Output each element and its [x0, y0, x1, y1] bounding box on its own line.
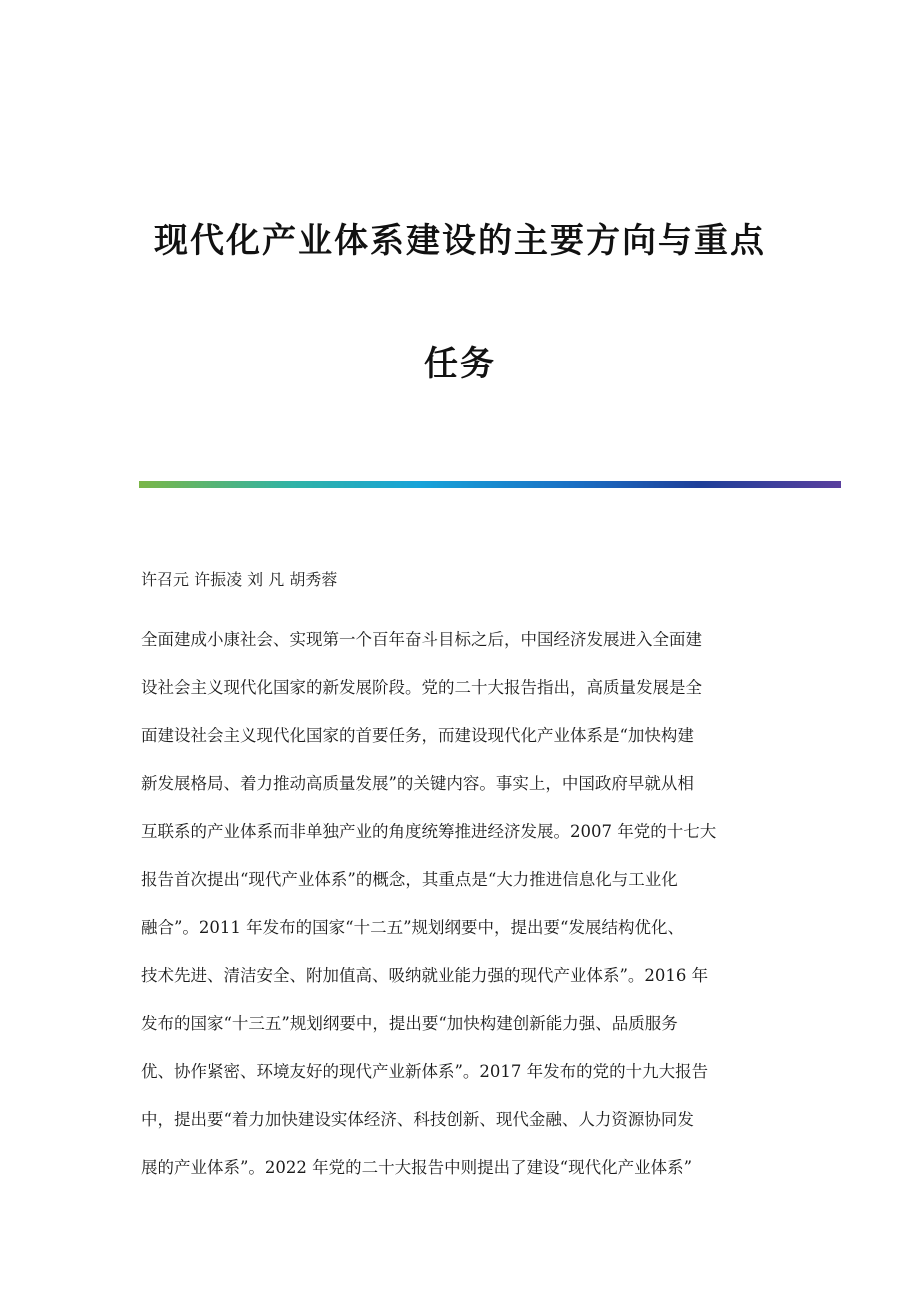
body-line: 新发展格局、着力推动高质量发展”的关键内容。事实上，中国政府早就从相	[141, 774, 694, 793]
body-line: 融合”。2011 年发布的国家“十二五”规划纲要中，提出要“发展结构优化、	[141, 918, 684, 937]
document-title-line-1: 现代化产业体系建设的主要方向与重点	[154, 220, 766, 261]
body-line: 互联系的产业体系而非单独产业的角度统筹推进经济发展。2007 年党的十七大	[141, 822, 717, 841]
document-title-line-2: 任务	[424, 343, 496, 384]
gradient-divider	[139, 481, 841, 488]
body-line: 优、协作紧密、环境友好的现代产业新体系”。2017 年发布的党的十九大报告	[141, 1062, 709, 1081]
body-line: 技术先进、清洁安全、附加值高、吸纳就业能力强的现代产业体系”。2016 年	[141, 966, 709, 985]
body-line: 展的产业体系”。2022 年党的二十大报告中则提出了建设“现代化产业体系”	[141, 1158, 693, 1177]
body-line: 中，提出要“着力加快建设实体经济、科技创新、现代金融、人力资源协同发	[141, 1110, 694, 1129]
body-line: 报告首次提出“现代产业体系”的概念，其重点是“大力推进信息化与工业化	[141, 870, 678, 889]
body-line: 面建设社会主义现代化国家的首要任务，而建设现代化产业体系是“加快构建	[141, 726, 694, 745]
author-list: 许召元 许振凌 刘 凡 胡秀蓉	[141, 570, 338, 589]
body-line: 发布的国家“十三五”规划纲要中，提出要“加快构建创新能力强、品质服务	[141, 1014, 678, 1033]
body-line: 全面建成小康社会、实现第一个百年奋斗目标之后，中国经济发展进入全面建	[141, 630, 702, 649]
body-line: 设社会主义现代化国家的新发展阶段。党的二十大报告指出，高质量发展是全	[141, 678, 702, 697]
